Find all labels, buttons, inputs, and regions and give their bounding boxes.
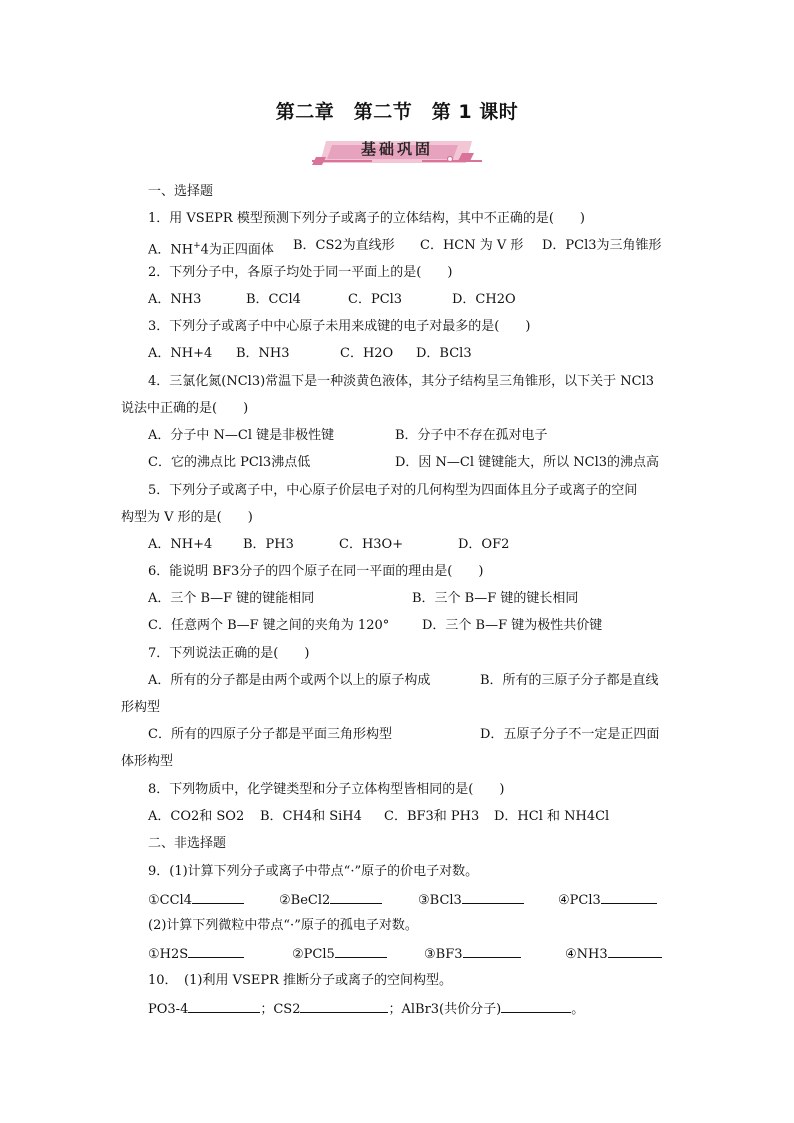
blank-item-4: ④NH3 <box>565 945 662 963</box>
question-2-stem: 2．下列分子中，各原子均处于同一平面上的是( ) <box>148 265 453 280</box>
option-d: D．因 N—Cl 键键能大，所以 NCl3的沸点高 <box>395 455 660 470</box>
option-d: D．PCl3为三角锥形 <box>542 238 662 253</box>
blank-item-1: ①CCl4 <box>148 891 244 909</box>
question-5-stem-line2: 构型为 V 形的是( ) <box>121 510 253 525</box>
question-9-stem-part2: (2)计算下列微粒中带点“·”原子的孤电子对数。 <box>148 918 418 933</box>
blank-item-3: ③BCl3 <box>418 891 524 909</box>
section-heading-choice: 一、选择题 <box>148 184 214 199</box>
question-10-stem: 10． (1)利用 VSEPR 推断分子或离子的空间构型。 <box>148 973 453 988</box>
question-7-option-b-continued: 形构型 <box>121 700 161 715</box>
option-a: A．所有的分子都是由两个或两个以上的原子构成 <box>148 673 431 688</box>
answer-blank[interactable] <box>335 945 387 958</box>
option-d: D．HCl 和 NH4Cl <box>494 809 610 824</box>
answer-blank[interactable] <box>192 891 244 904</box>
option-c: C．H3O+ <box>339 537 404 552</box>
answer-blank[interactable] <box>463 945 521 958</box>
option-d: D．五原子分子不一定是正四面 <box>480 727 660 742</box>
blank-item-1: ①H2S <box>148 945 244 963</box>
option-c: C．HCN 为 V 形 <box>420 238 524 253</box>
question-4-stem-line2: 说法中正确的是( ) <box>121 401 249 416</box>
section-heading-non-choice: 二、非选择题 <box>148 836 227 851</box>
page-title: 第二章 第二节 第 1 课时 <box>275 101 519 123</box>
answer-blank[interactable] <box>462 891 524 904</box>
option-b: B．三个 B—F 键的键长相同 <box>412 591 579 606</box>
section-banner-text: 基础巩固 <box>360 140 433 158</box>
question-6-stem: 6．能说明 BF3分子的四个原子在同一平面的理由是( ) <box>148 564 484 579</box>
question-10-blanks: PO3-4 ；CS2 ；AlBr3(共价分子) 。 <box>148 1002 585 1017</box>
question-3-stem: 3．下列分子或离子中中心原子未用来成键的电子对最多的是( ) <box>148 319 531 334</box>
option-b: B．CCl4 <box>246 292 301 307</box>
answer-blank[interactable] <box>501 1000 571 1013</box>
option-c: C．H2O <box>340 346 394 361</box>
option-a: A．三个 B—F 键的键能相同 <box>148 591 315 606</box>
option-b: B．CS2为直线形 <box>293 238 395 253</box>
question-8-stem: 8．下列物质中，化学键类型和分子立体构型皆相同的是( ) <box>148 782 505 797</box>
question-9-stem-part1: 9．(1)计算下列分子或离子中带点“·”原子的价电子对数。 <box>148 864 479 879</box>
blank-item-2: ②PCl5 <box>292 945 387 963</box>
option-b: B．NH3 <box>236 346 290 361</box>
answer-blank[interactable] <box>188 1000 260 1013</box>
option-b: B．分子中不存在孤对电子 <box>395 428 548 443</box>
option-b: B．所有的三原子分子都是直线 <box>480 673 659 688</box>
option-d: D．OF2 <box>458 537 510 552</box>
question-7-stem: 7．下列说法正确的是( ) <box>148 646 310 661</box>
question-7-option-d-continued: 体形构型 <box>121 754 174 769</box>
option-a: A．NH+4 <box>148 346 213 361</box>
option-c: C．BF3和 PH3 <box>384 809 480 824</box>
option-a: A．NH3 <box>148 292 202 307</box>
option-c: C．任意两个 B—F 键之间的夹角为 120° <box>148 618 390 633</box>
question-4-stem-line1: 4．三氯化氮(NCl3)常温下是一种淡黄色液体，其分子结构呈三角锥形，以下关于 NCl3 <box>148 374 655 389</box>
option-d: D．BCl3 <box>416 346 472 361</box>
answer-blank[interactable] <box>601 891 657 904</box>
option-b: B．CH4和 SiH4 <box>260 809 362 824</box>
blank-item-4: ④PCl3 <box>558 891 657 909</box>
answer-blank[interactable] <box>608 945 662 958</box>
option-a: A．分子中 N—Cl 键是非极性键 <box>148 428 335 443</box>
answer-blank[interactable] <box>330 891 382 904</box>
answer-blank[interactable] <box>300 1000 388 1013</box>
blank-item-3: ③BF3 <box>424 945 521 963</box>
question-1-stem: 1．用 VSEPR 模型预测下列分子或离子的立体结构，其中不正确的是( ) <box>148 211 585 226</box>
question-5-stem-line1: 5．下列分子或离子中，中心原子价层电子对的几何构型为四面体且分子或离子的空间 <box>148 483 638 498</box>
option-d: D．三个 B—F 键为极性共价键 <box>422 618 603 633</box>
option-c: C．它的沸点比 PCl3沸点低 <box>148 455 311 470</box>
option-d: D．CH2O <box>452 292 516 307</box>
option-b: B．PH3 <box>243 537 294 552</box>
blank-item-2: ②BeCl2 <box>279 891 382 909</box>
option-a: A．NH+4 <box>148 537 213 552</box>
option-c: C．所有的四原子分子都是平面三角形构型 <box>148 727 392 742</box>
option-c: C．PCl3 <box>348 292 403 307</box>
option-a: A．NH+4为正四面体 <box>148 241 274 258</box>
answer-blank[interactable] <box>188 945 244 958</box>
option-a: A．CO2和 SO2 <box>148 809 245 824</box>
